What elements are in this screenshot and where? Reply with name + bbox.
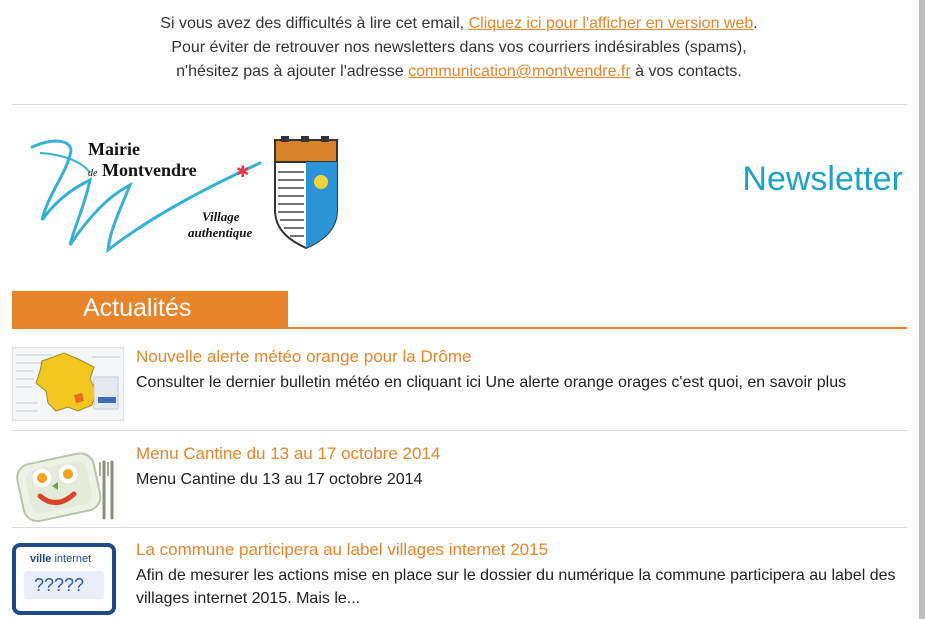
webview-notice-end: . <box>753 15 758 32</box>
article-item <box>12 538 907 619</box>
webview-notice-text: Si vous avez des difficultés à lire cet email, <box>160 15 465 32</box>
question-marks: ????? <box>34 575 85 595</box>
section-tab-actualites <box>12 291 288 329</box>
article-description: Menu Cantine du 13 au 17 octobre 2014 <box>136 471 423 488</box>
contact-notice-end: à vos contacts. <box>635 63 742 80</box>
plate-food-icon <box>12 448 124 524</box>
article-item <box>12 442 907 522</box>
mairie-logo-graphic <box>30 135 350 260</box>
article-item <box>12 345 907 425</box>
article-description: Consulter le dernier bulletin météo en cliquant ici Une alerte orange orages c'est quoi, en savoir plus <box>136 374 847 391</box>
logo-authentique-text: authentique <box>188 225 253 240</box>
contact-notice-text: n'hésitez pas à ajouter l'adresse <box>176 63 404 80</box>
article-title-link[interactable]: La commune participera au label villages internet 2015 <box>136 540 549 559</box>
article-divider <box>12 430 907 431</box>
section-underline <box>12 327 907 329</box>
logo-star-icon: ✱ <box>236 164 250 181</box>
email-header-notice <box>0 12 918 84</box>
mairie-logo[interactable] <box>30 135 350 260</box>
cantine-menu-thumbnail[interactable] <box>12 448 124 524</box>
coat-of-arms-icon <box>275 136 337 248</box>
spam-notice-text: Pour éviter de retrouver nos newsletters dans vos courriers indésirables (spams), <box>171 39 747 56</box>
logo-mairie-text: Mairie <box>88 139 140 159</box>
ville-internet-label <box>30 553 91 565</box>
contact-email-link[interactable]: communication@montvendre.fr <box>408 63 631 80</box>
article-divider <box>12 527 907 528</box>
logo-montvendre-text: Montvendre <box>102 160 197 180</box>
weather-map-icon <box>12 347 124 421</box>
article-title-link[interactable]: Nouvelle alerte météo orange pour la Drôme <box>136 347 472 366</box>
ville-internet-panel <box>24 571 104 599</box>
newsletter-title: Newsletter <box>742 160 903 198</box>
article-title-link[interactable]: Menu Cantine du 13 au 17 octobre 2014 <box>136 444 441 463</box>
internet-label: internet <box>54 553 92 565</box>
logo-de-text: de <box>88 168 98 179</box>
article-description: Afin de mesurer les actions mise en place sur le dossier du numérique la commune participera au label des villages internet 2015. Mais le... <box>136 567 896 607</box>
ville-label: ville <box>30 553 52 565</box>
window-scrollbar[interactable] <box>919 0 925 619</box>
ville-internet-thumbnail[interactable] <box>12 543 116 615</box>
webview-link[interactable]: Cliquez ici pour l'afficher en version web <box>468 15 754 32</box>
weather-map-thumbnail[interactable] <box>12 347 124 421</box>
header-divider <box>12 104 907 105</box>
logo-village-text: Village <box>202 209 240 224</box>
section-title: Actualités <box>83 294 192 322</box>
